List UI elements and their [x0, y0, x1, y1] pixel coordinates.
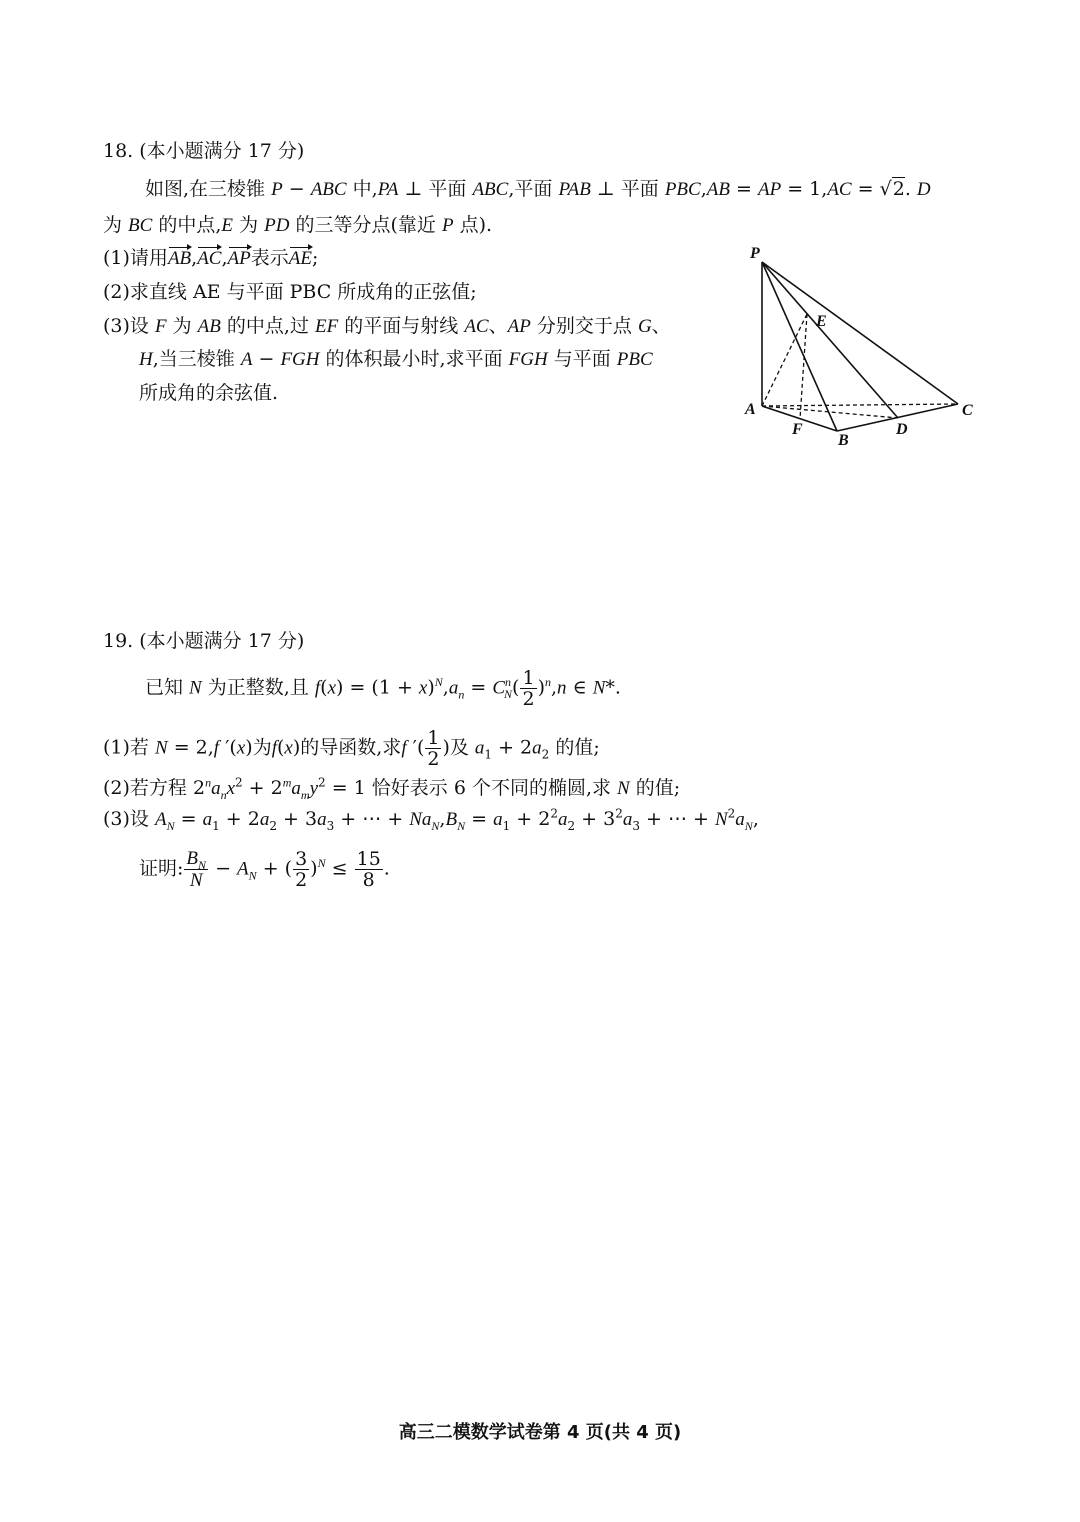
q19-part1: (1)若 N = 2,f ′(x)为f(x)的导函数,求f ′( $\frac{1}{2}$ )及 $a_1 + 2a_2$ 的值;: [103, 727, 600, 770]
q18-header: 18. (本小题满分 17 分): [103, 140, 305, 162]
q19-part3-line1: (3)设 $A_N = a_1 + 2a_2 + 3a_3$ + ⋯ + $Na_N,B_N = a_1 + 2^2a_2 + 3^2a_3$ + ⋯ + $N^2a_N$,: [103, 806, 759, 833]
segment-EF-hidden: [800, 314, 807, 419]
q18-stem-line1: 如图,在三棱锥 P − ABC 中,PA ⊥ 平面 ABC,平面 PAB ⊥ 平面 PBC,AB = AP = 1,AC = √2. D: [145, 178, 931, 200]
edge-AC-hidden: [762, 404, 958, 406]
label-E: E: [816, 313, 827, 330]
q19-part3-line2: 证明: $\frac{B_N}{N}$ − $A_N$ + ( $\frac{3}{2}$ )$^N$ ≤ $\frac{15}{8}$ .: [139, 848, 390, 891]
q19-header: 19. (本小题满分 17 分): [103, 630, 305, 652]
label-A: A: [745, 401, 756, 418]
label-B: B: [838, 432, 849, 449]
q18-part3-line2: H,当三棱锥 A − FGH 的体积最小时,求平面 FGH 与平面 PBC: [139, 348, 653, 370]
edge-PC: [762, 262, 958, 404]
q19-part2: (2)若方程 $2^na_nx^2 + 2^ma_my^2 = 1$ 恰好表示 6 个不同的椭圆,求 N 的值;: [103, 775, 681, 802]
label-P: P: [750, 245, 760, 262]
q18-part3-line3: 所成角的余弦值.: [139, 382, 279, 404]
q18-part2: (2)求直线 AE 与平面 PBC 所成角的正弦值;: [103, 281, 477, 303]
pyramid-figure: [740, 240, 990, 455]
label-D: D: [896, 421, 908, 438]
segment-AE-hidden: [762, 314, 807, 406]
edge-PD: [762, 262, 898, 418]
page-footer: 高三二模数学试卷第 4 页(共 4 页): [398, 1422, 682, 1443]
label-C: C: [962, 402, 973, 419]
label-F: F: [792, 421, 803, 438]
q18-stem-line2: 为 BC 的中点,E 为 PD 的三等分点(靠近 P 点).: [103, 214, 493, 236]
q18-part1: (1)请用AB,AC,AP表示AE;: [103, 245, 318, 272]
q19-stem: 已知 N 为正整数,且 $f(x) = (1 + x)^N,a_n = C^n_N$( $\frac{1}{2}$ )$^n$,n ∈ N*.: [145, 667, 621, 710]
q18-part3-line1: (3)设 F 为 AB 的中点,过 EF 的平面与射线 AC、AP 分别交于点 G、: [103, 315, 671, 337]
